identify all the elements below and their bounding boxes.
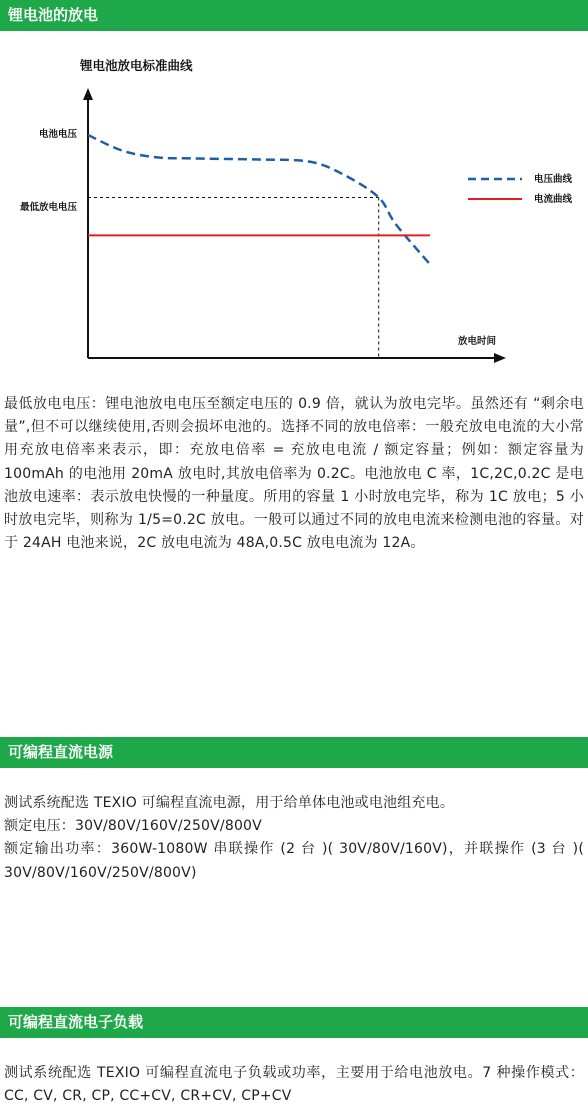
section-title: 锂电池的放电 (8, 6, 99, 24)
paragraph: 额定输出功率：360W-1080W 串联操作 (2 台 )( 30V/80V/160V)，并联操作 (3 台 )( 30V/80V/160V/250V/800V) (4, 841, 584, 881)
paragraph: 测试系统配选 TEXIO 可编程直流电源，用于给单体电池或电池组充电。 (4, 795, 455, 811)
discharge-description (4, 393, 584, 555)
section-header-discharge (0, 0, 588, 31)
x-axis-arrow (494, 353, 506, 363)
paragraph: 测试系统配选 TEXIO 可编程直流电子负载或功率，主要用于给电池放电。7 种操作模式：CC, CV, CR, CP, CC+CV, CR+CV, CP+CV (4, 1065, 584, 1105)
section-header-electronic-load (0, 1007, 588, 1038)
section-title: 可编程直流电源 (8, 743, 114, 761)
electronic-load-description (4, 1062, 584, 1108)
section-header-power-supply (0, 737, 588, 768)
chart-title: 锂电池放电标准曲线 (80, 58, 193, 73)
y-marker-battery-voltage: 电池电压 (39, 129, 78, 140)
legend-current-label: 电流曲线 (534, 194, 573, 205)
paragraph: 额定电压：30V/80V/160V/250V/800V (4, 818, 262, 835)
x-axis-label: 放电时间 (458, 336, 497, 347)
y-marker-min-voltage: 最低放电电压 (20, 202, 78, 213)
legend-voltage-label: 电压曲线 (534, 174, 573, 185)
power-supply-description (4, 792, 584, 885)
y-axis-arrow (83, 88, 93, 100)
section-title: 可编程直流电子负载 (8, 1013, 144, 1031)
paragraph: 最低放电电压：锂电池放电电压至额定电压的 0.9 倍，就认为放电完毕。虽然还有 “剩余电量”,但不可以继续使用,否则会损坏电池的。选择不同的放电倍率：一般充放电电流的大小常用充放电倍率来表示，即：充放电倍率 = 充放电电流 / 额定容量；例如：额定容量为 100mAh 的电池用 20mA 放电时,其放电倍率为 0.2C。电池放电 C 率，1C,2C,0.2C 是电池放电速率：表示放电快慢的一种量度。所用的容量 1 小时放电完毕，称为 1C 放电；5 小时放电完毕，则称为 1/5=0.2C 放电。一般可以通过不同的放电电流来检测电池的容量。对于 24AH 电池来说，2C 放电电流为 48A,0.5C 放电电流为 12A。 (4, 396, 584, 552)
discharge-chart (0, 40, 588, 380)
